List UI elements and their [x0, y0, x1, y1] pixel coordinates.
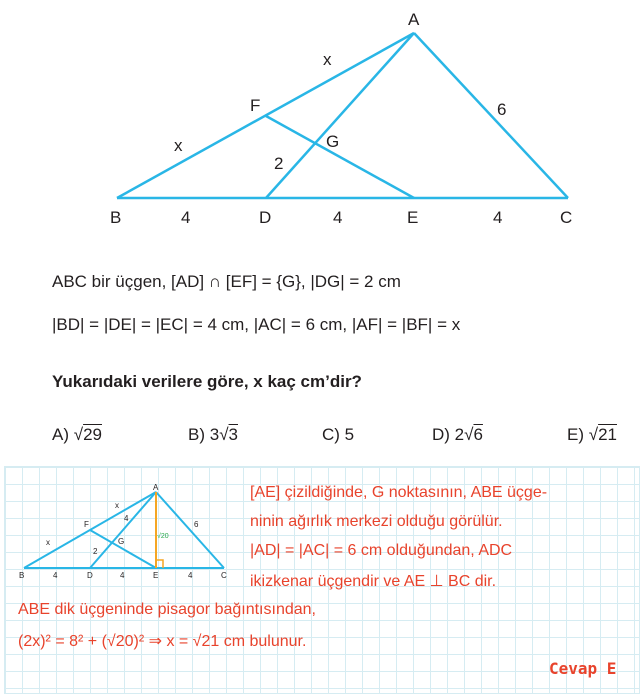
vertex-a: A — [408, 10, 420, 29]
triangle-figure — [0, 0, 642, 240]
solution-line-5: ABE dik üçgeninde pisagor bağıntısından, — [18, 601, 316, 618]
mini-label-4: 4 — [124, 514, 129, 523]
segment-ad — [266, 33, 414, 198]
option-e[interactable]: E) √21 — [567, 425, 617, 444]
answer-label: Cevap E — [549, 659, 617, 678]
label-dg-2: 2 — [274, 154, 284, 173]
question-text: Yukarıdaki verilere göre, x kaç cm’dir? — [52, 372, 362, 391]
mini-label-bd: 4 — [53, 571, 58, 580]
solution-line-3: |AD| = |AC| = 6 cm olduğundan, ADC — [250, 542, 513, 559]
solution-line-1: [AE] çizildiğinde, G noktasının, ABE üçge- — [250, 484, 548, 501]
vertex-f: F — [250, 96, 261, 115]
mini-label-x-top: x — [115, 501, 119, 510]
option-a[interactable]: A) √29 — [52, 425, 102, 444]
vertex-c: C — [560, 208, 573, 227]
mini-label-sqrt20: √20 — [157, 533, 169, 540]
mini-label-de: 4 — [120, 571, 125, 580]
vertex-g: G — [326, 132, 340, 151]
label-de-4: 4 — [333, 208, 343, 227]
option-c[interactable]: C) 5 — [322, 425, 355, 444]
option-b[interactable]: B) 3√3 — [188, 425, 238, 444]
statement-line-2: |BD| = |DE| = |EC| = 4 cm, |AC| = 6 cm, |AF| = |BF| = x — [52, 315, 461, 334]
solution-mini-figure — [10, 480, 240, 585]
label-af-x: x — [323, 50, 332, 69]
solution-line-4: ikizkenar üçgendir ve AE ⊥ BC dir. — [250, 573, 497, 590]
mini-vertex-a: A — [153, 483, 159, 492]
mini-vertex-c: C — [221, 571, 227, 580]
mini-label-ec: 4 — [188, 571, 193, 580]
mini-vertex-f: F — [84, 520, 89, 529]
mini-label-6: 6 — [194, 520, 199, 529]
option-d[interactable]: D) 2√6 — [432, 425, 483, 444]
label-bd-4: 4 — [181, 208, 191, 227]
label-bf-x: x — [174, 136, 183, 155]
side-ac — [414, 33, 568, 198]
label-ec-4: 4 — [493, 208, 503, 227]
vertex-b: B — [110, 208, 122, 227]
mini-vertex-e: E — [153, 571, 159, 580]
segment-ef — [266, 116, 414, 198]
solution-line-2: ninin ağırlık merkezi olduğu görülür. — [250, 513, 503, 530]
mini-vertex-g: G — [118, 537, 125, 546]
mini-vertex-b: B — [19, 571, 25, 580]
solution-line-6: (2x)² = 8² + (√20)² ⇒ x = √21 cm bulunur. — [18, 633, 307, 650]
vertex-d: D — [259, 208, 272, 227]
mini-label-2: 2 — [93, 547, 98, 556]
mini-vertex-d: D — [87, 571, 93, 580]
label-ac-6: 6 — [497, 100, 507, 119]
statement-line-1: ABC bir üçgen, [AD] ∩ [EF] = {G}, |DG| = 2 cm — [52, 272, 401, 291]
mini-label-x-left: x — [46, 538, 50, 547]
vertex-e: E — [407, 208, 419, 227]
